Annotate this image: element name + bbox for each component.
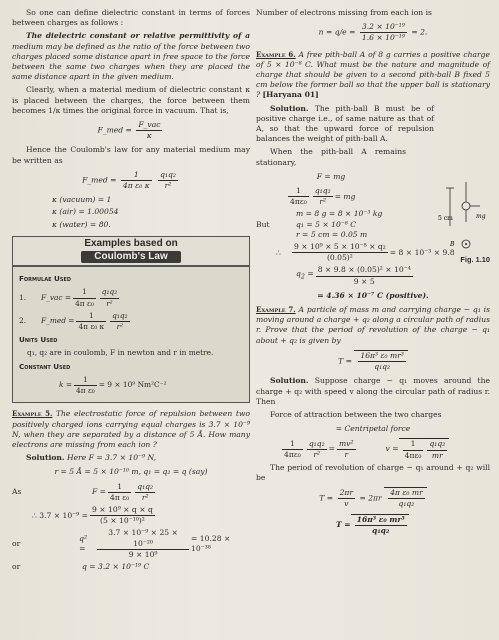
as-label: As: [12, 487, 22, 497]
v-num: q₁q₂: [427, 439, 447, 450]
example-6-text: A free pith-ball A of 8 g carries a positive charge of 5 × 10⁻⁸ C. What must be the nature and magnitude of charge that should be given to a second pith-ball B fixed 5 cm below the former ball so that the upper ball is stationary ?: [256, 49, 490, 100]
solution-5-as: As F = $\frac{1}{\text{4π ε₀}}$ $\frac{\text{q₁q₂}}{\text{r²}}$: [12, 481, 154, 502]
example-5-text: The electrostatic force of repulsion between two positively charged ions carrying equal charges is 3.7 × 10⁻⁹ N, when they are separated by a distance of 5 Å. How many electrons are missing from each ion ?: [12, 409, 250, 449]
pd-num: 2πr: [338, 488, 355, 499]
equation-coulomb-medium: [12, 170, 250, 191]
period-formula: T = $\frac{\text{16π³ ε₀ mr³}}{\text{q₁q₂}}$: [256, 350, 490, 372]
k-vacuum: κ (vacuum) = 1: [52, 195, 112, 205]
as-num2: q₁q₂: [135, 482, 155, 493]
r1-den: 4πε₀: [290, 197, 307, 207]
formula-1-den: 4π ε₀: [75, 298, 94, 308]
eq2-frac: $\frac{1}{\text{4π ε₀ κ}}$: [122, 169, 150, 191]
solution-7-text: Suppose charge − q₁ moves around the charge + q₂ with speed v along the circular path of radius r. Then: [256, 376, 490, 406]
c-num2: q₁q₂: [307, 439, 327, 450]
example-5-label: Example 5.: [12, 409, 53, 419]
constant-k: k =: [59, 380, 73, 390]
example-7: [256, 305, 490, 346]
solution-7: [256, 376, 490, 407]
or-coulomb-mg: $\frac{1}{\text{4πε₀}}$ $\frac{\text{q₁q₂}}{\text{r²}}$ = mg: [290, 186, 356, 207]
units-text: q₁, q₂ are in coulomb, F in newton and r in metre.: [27, 348, 214, 358]
but-val-m: m = 8 g = 8 × 10⁻³ kg: [296, 209, 383, 219]
n-lhs: n = q/e =: [318, 27, 356, 37]
pd-inner-num: 4π ε₀ mr: [388, 488, 425, 499]
q2-den: 9 × 5: [353, 276, 375, 286]
right-column: [256, 8, 490, 538]
eq1-lhs: F_med =: [97, 125, 132, 135]
t-num: 16π³ ε₀ mr³: [358, 351, 406, 362]
but-label: But: [256, 219, 270, 229]
eq1-frac: [136, 120, 162, 141]
formula-1-lhs: F_vac =: [41, 293, 72, 303]
force-attraction-text: Force of attraction between the two charges: [270, 409, 442, 419]
solution-5-label: Solution.: [26, 453, 65, 463]
but-val-q1: q₁ = 5 × 10⁻⁸ C: [296, 219, 357, 229]
c-mv2: mv²: [337, 439, 356, 450]
step1-den: (5 × 10⁻¹⁰)²: [100, 516, 145, 526]
q2-result: = 4.36 × 10⁻⁷ C (positive).: [317, 290, 429, 300]
r1-mg: = mg: [334, 191, 356, 201]
fp-num: 16π³ ε₀ mr³: [355, 515, 407, 526]
centripetal-label: = Centripetal force: [335, 424, 411, 434]
or-label-1: or: [12, 539, 21, 549]
constant-den: 4π ε₀: [76, 386, 95, 396]
formula-2-lhs: F_med =: [41, 316, 75, 326]
solution-5-step2: [12, 528, 250, 560]
as-den2: r²: [141, 492, 149, 502]
centripetal-eq: $\frac{1}{\text{4πε₀}}$ $\frac{\text{q₁q₂}}{\text{r²}}$ = $\frac{\text{mv²}}{r}$ v = $\frac{1}{\text{4πε₀}}$ $\frac{\text{q₁q₂}}{mr}$: [256, 438, 490, 460]
formula-2-den: 4π ε₀ κ: [78, 322, 105, 332]
solution-5-step1: [32, 505, 250, 526]
period-derivation: T = $\frac{2\pi r}{v}$ = 2πr $\frac{\text{4π ε₀ mr}}{\text{q₁q₂}}$: [256, 487, 490, 509]
v-den: 4πε₀: [404, 450, 422, 460]
banner-title: Examples based on: [84, 237, 178, 249]
banner-subtitle: Coulomb's Law: [81, 251, 181, 263]
k-water: κ (water) = 80.: [52, 219, 111, 229]
constant-row: k = $\frac{1}{\text{4π ε₀}}$ = 9 × 10⁹ Nm²C⁻²: [59, 374, 167, 396]
eq2-r2: r²: [164, 181, 172, 191]
intro-paragraph: So one can define dielectric constant in terms of forces between charges as follows :: [12, 8, 250, 28]
formula-2-den2: r²: [116, 322, 124, 332]
formula-1-label: 1.: [19, 293, 27, 303]
electrons-missing-text: Number of electrons missing from each ion is: [256, 8, 432, 17]
n-result: = 2.: [411, 27, 428, 37]
example-6: [256, 50, 490, 101]
sub-num: 9 × 10⁹ × 5 × 10⁻⁸ × q₂: [292, 242, 388, 253]
formula-2-num2: q₁q₂: [110, 311, 129, 322]
k-values-list: [52, 195, 250, 230]
eq2-lhs: F_med =: [82, 175, 117, 185]
formula-1-den2: r²: [106, 298, 113, 308]
units-used-heading: Units Used: [19, 335, 58, 345]
left-column: [12, 8, 250, 574]
eq2-frac2: [158, 170, 178, 191]
pd-inner-den: q₁q₂: [398, 499, 415, 509]
r1-den2: r²: [319, 197, 327, 207]
example-5: [12, 409, 250, 450]
examples-banner: [12, 236, 250, 266]
solution-6: [256, 104, 434, 145]
formula-2: 2. F_med = $\frac{1}{\text{4π ε₀ κ}}$ $\frac{\text{q₁q₂}}{\text{r²}}$: [19, 310, 128, 332]
example-7-label: Example 7.: [256, 305, 296, 315]
n-equation: [256, 22, 490, 43]
constant-value: = 9 × 10⁹ Nm²C⁻²: [98, 380, 167, 390]
formula-1-num2: q₁q₂: [100, 287, 119, 298]
c-den: 4πε₀: [284, 450, 301, 460]
step1-lhs: ∴ 3.7 × 10⁻⁹ =: [32, 510, 89, 520]
eq1-num: F_vac: [136, 120, 162, 131]
when-text: When the pith-ball A remains stationary,: [256, 147, 406, 167]
eq1-den: κ: [146, 131, 152, 141]
solution-6-label: Solution.: [270, 103, 309, 113]
solution-5-given: Here F = 3.7 × 10⁻⁹ N,: [67, 453, 157, 463]
eq2-q1q2: q₁q₂: [158, 170, 178, 181]
example-6-label: Example 6.: [256, 49, 296, 59]
example-6-source: [Haryana 01]: [262, 90, 319, 100]
sub-rhs: = 8 × 10⁻³ × 9.8: [389, 247, 455, 257]
constant-used-heading: Constant Used: [19, 361, 71, 371]
c-den2: r²: [313, 450, 321, 460]
dielectric-definition: [12, 31, 250, 82]
final-period: T = $\frac{\text{16π³ ε₀ mr³}}{\text{q₁q₂}}$: [256, 514, 490, 536]
fig-b-label: B: [450, 241, 455, 248]
eq2-den: 4π ε₀ κ: [122, 181, 150, 191]
therefore-symbol: ∴: [276, 247, 281, 257]
k-air: κ (air) = 1.00054: [52, 207, 119, 217]
equation-fmed: [12, 120, 250, 141]
def-rest: medium may be defined as the ratio of the force between two charges placed some distance apart in free space to the force between the same two charges when they are placed the same distance apart in the given medium.: [12, 41, 250, 82]
t-den: q₁q₂: [374, 362, 391, 372]
solution-7-label: Solution.: [270, 376, 309, 386]
r1-num2: q₁q₂: [313, 186, 333, 197]
example-7-text: A particle of mass m and carrying charge − q₁ is moving around a charge + q₂ along a circular path of radius r. Prove that the period of revolution of the charge − q₁ about + q₂ is given by: [256, 305, 490, 345]
fig-5cm-label: 5 cm: [438, 215, 453, 222]
formula-2-label: 2.: [19, 316, 27, 326]
formula-1: 1. F_vac = $\frac{1}{\text{4π ε₀}}$ $\frac{\text{q₁q₂}}{\text{r²}}$: [19, 287, 118, 308]
q2-num: 8 × 9.8 × (0.05)² × 10⁻⁴: [316, 265, 413, 276]
n-num: 3.2 × 10⁻¹⁹: [360, 22, 407, 33]
solution-6-text: The pith-ball B must be of positive charge i.e., of same nature as that of A, so that the upward force of repulsion balances the weight of pith-ball A.: [256, 103, 434, 144]
q2-row: $q_2$ = $\frac{\text{8 × 9.8 × (0.05)² × 10⁻⁴}}{9 \times 5}$: [296, 265, 411, 286]
def-bold: The dielectric constant or relative permittivity of a: [26, 31, 250, 41]
figure-1-10: [432, 182, 490, 274]
pith-ball-diagram: [432, 182, 490, 252]
clearly-paragraph: Clearly, when a material medium of dielectric constant κ is placed between the charges, the force between them becomes 1/κ times the original force in vacuum. That is,: [12, 85, 250, 115]
pd-2pir: = 2πr: [359, 493, 382, 503]
figure-caption: Fig. 1.10: [460, 255, 490, 265]
but-val-r: r = 5 cm = 0.05 m: [296, 229, 368, 239]
hence-paragraph: Hence the Coulomb's law for any material medium may be written as: [12, 145, 250, 165]
step1-num: 9 × 10⁹ × q × q: [90, 505, 155, 516]
formulae-used-heading: Formulae Used: [19, 274, 72, 284]
v-mr: mr: [431, 450, 443, 460]
fig-mg-label: mg: [476, 213, 486, 220]
period-text: The period of revolution of charge − q₁ around + q₂ will be: [256, 462, 490, 482]
step2-result: = 10.28 × 10⁻³⁸: [191, 533, 231, 554]
step2-den: 9 × 10⁹: [128, 549, 158, 559]
solution-5-step3: [12, 562, 250, 572]
solution-5-r: r = 5 Å = 5 × 10⁻¹⁰ m, q₁ = q₂ = q (say): [54, 467, 208, 477]
as-den: 4π ε₀: [110, 492, 130, 502]
formula-box: [12, 266, 250, 403]
solution-5: [12, 453, 250, 463]
step3: q = 3.2 × 10⁻¹⁹ C: [82, 561, 150, 571]
or-label-2: or: [12, 561, 21, 571]
step2-num: 3.7 × 10⁻⁹ × 25 × 10⁻²⁰: [97, 528, 189, 549]
n-den: 1.6 × 10⁻¹⁹: [361, 33, 405, 43]
f-equals-mg: F = mg: [316, 171, 346, 181]
sub-den: (0.05)²: [326, 253, 353, 263]
fp-den: q₁q₂: [372, 525, 390, 535]
step2-lhs: q² =: [79, 533, 88, 554]
